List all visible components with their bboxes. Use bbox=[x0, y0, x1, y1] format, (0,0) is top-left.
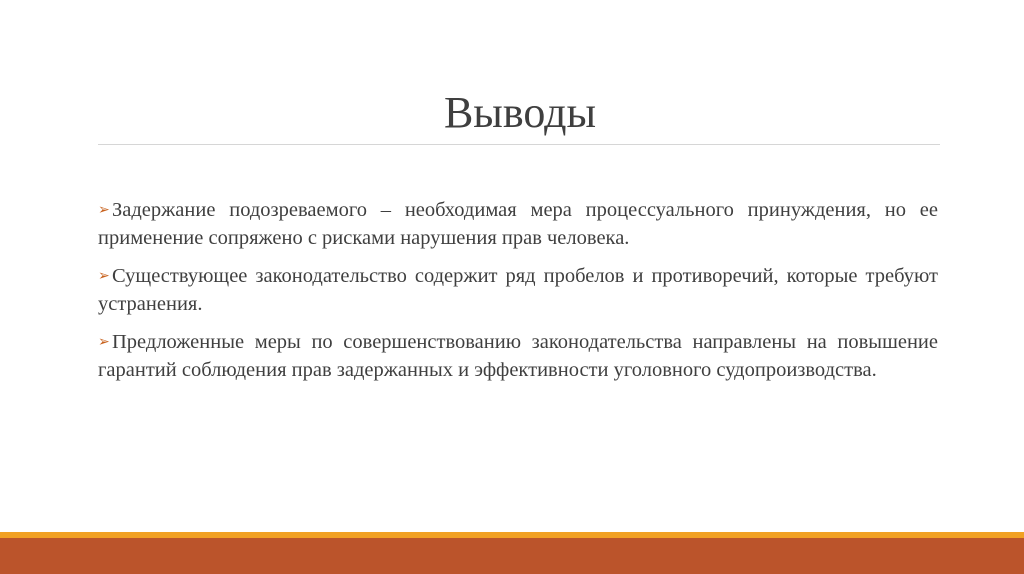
bullet-arrow-icon: ➢ bbox=[98, 334, 110, 350]
footer-bar bbox=[0, 538, 1024, 574]
bullet-text: Предложенные меры по совершенствованию законодательства направлены на повышение гарантий соблюдения прав задержанных и эффективности уголовного судопроизводства. bbox=[98, 331, 938, 381]
bullet-list bbox=[98, 196, 938, 394]
bullet-item bbox=[98, 196, 938, 252]
bullet-arrow-icon: ➢ bbox=[98, 268, 110, 284]
bullet-arrow-icon: ➢ bbox=[98, 202, 110, 218]
bullet-text: Существующее законодательство содержит ряд пробелов и противоречий, которые требуют устранения. bbox=[98, 265, 938, 315]
slide-title: Выводы bbox=[443, 88, 597, 137]
bullet-item bbox=[98, 262, 938, 318]
title-divider bbox=[98, 144, 940, 145]
bullet-text: Задержание подозреваемого – необходимая мера процессуального принуждения, но ее применение сопряжено с рисками нарушения прав человека. bbox=[98, 199, 938, 249]
bullet-item bbox=[98, 328, 938, 384]
